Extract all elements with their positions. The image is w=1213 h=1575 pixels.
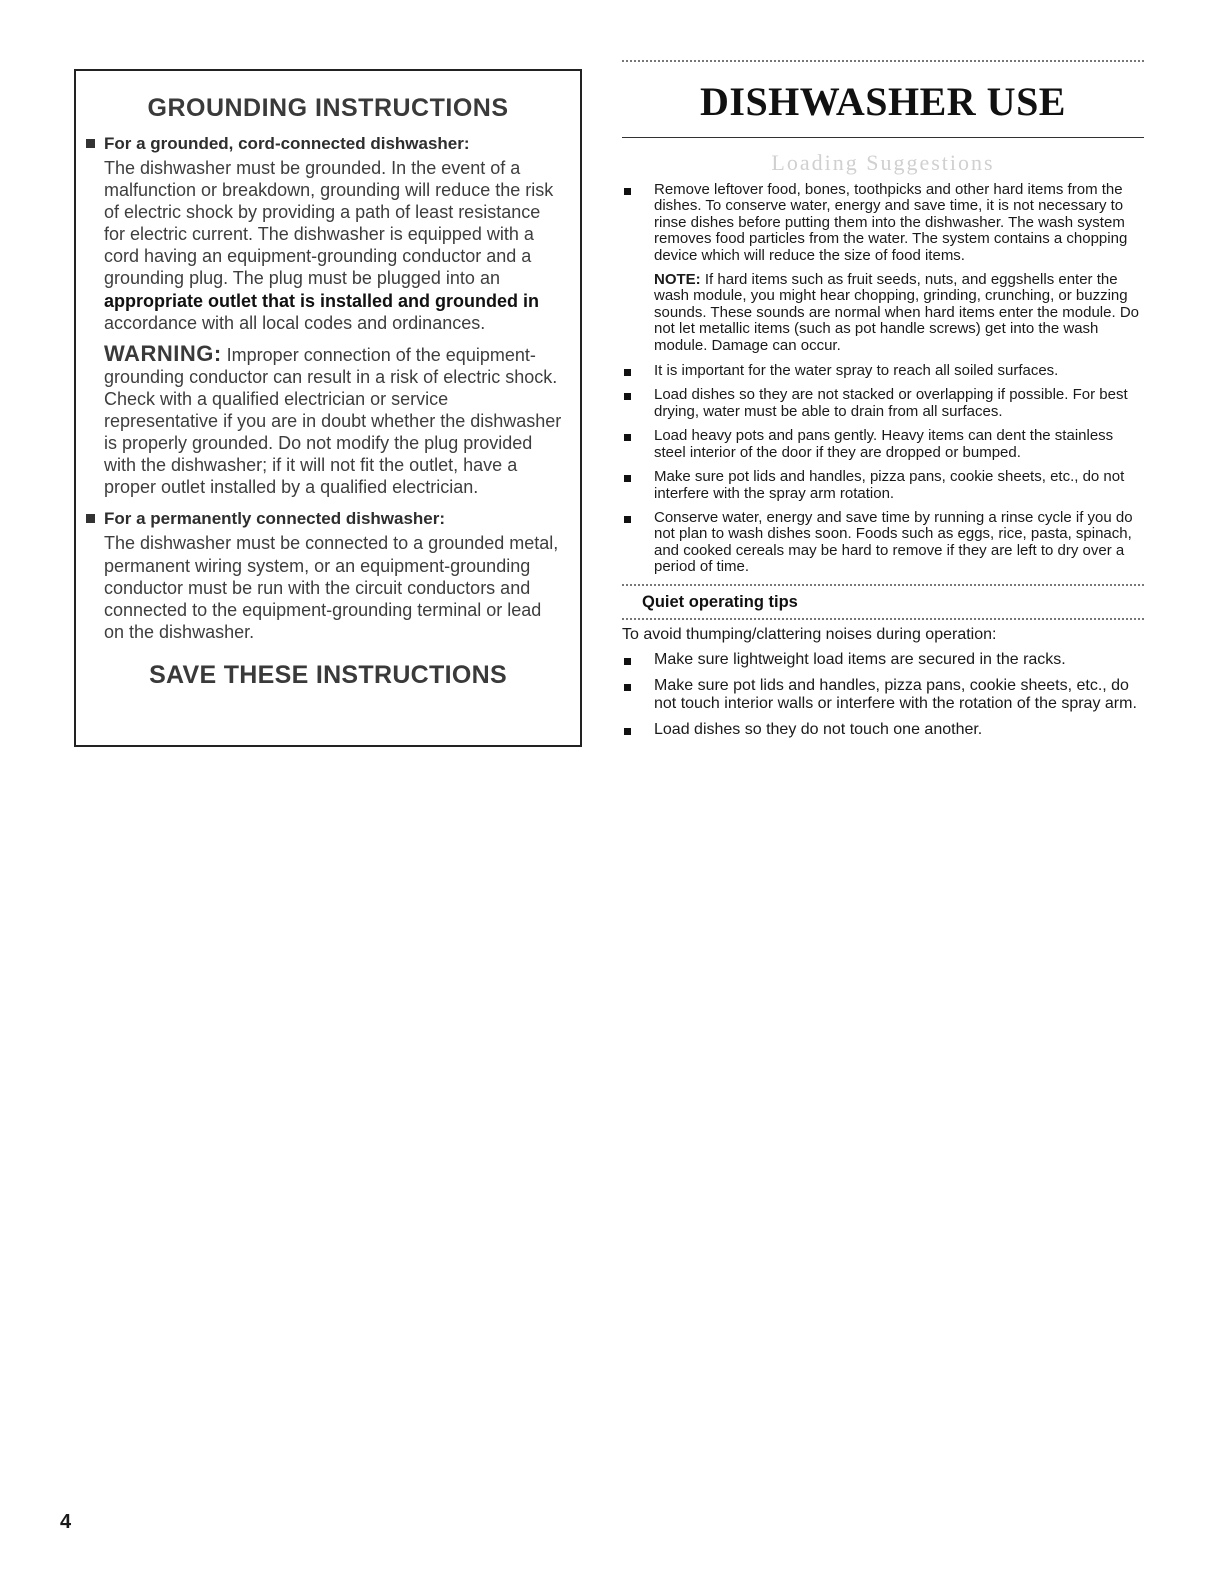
bullet-square-icon [624, 393, 631, 400]
permanent-connected-section [80, 508, 562, 642]
page-number: 4 [60, 1511, 72, 1533]
cord-connected-section [80, 133, 562, 498]
dishwasher-use-column [622, 60, 1144, 747]
list-item: Load heavy pots and pans gently. Heavy items can dent the stainless steel interior of the door if they are dropped or bumped. [622, 428, 1144, 461]
page-title: DISHWASHER USE [699, 79, 1066, 124]
list-item: Load dishes so they are not stacked or overlapping if possible. For best drying, water must be able to drain from all surfaces. [622, 387, 1144, 420]
list-item: Conserve water, energy and save time by running a rinse cycle if you do not plan to wash dishes soon. Foods such as eggs, rice, pasta, spinach, and cooked cereals may be hard to remove if they are left to dry over a period of time. [622, 510, 1144, 576]
quiet-tips-section [622, 584, 1144, 739]
bullet-square-icon [624, 658, 631, 665]
cord-connected-heading: For a grounded, cord-connected dishwasher: [104, 134, 470, 153]
bullet-square-icon [624, 369, 631, 376]
permanent-connected-heading: For a permanently connected dishwasher: [104, 509, 446, 529]
bullet-square-icon [624, 475, 631, 482]
list-item: Make sure lightweight load items are secured in the racks. [622, 651, 1144, 669]
list-item: Make sure pot lids and handles, pizza pans, cookie sheets, etc., do not interfere with the spray arm rotation. [622, 469, 1144, 502]
warning-text: Improper connection of the equipment-grounding conductor can result in a risk of electric shock. Check with a qualified electrician or service representative if you are in doubt whether the dishwasher is properly grounded. Do not modify the plug provided with the dishwasher; if it will not fit the outlet, have a proper outlet installed by a qualified electrician. [104, 344, 562, 498]
permanent-connected-text: The dishwasher must be connected to a grounded metal, permanent wiring system, or an equipment-grounding conductor must be run with the circuit conductors and connected to the equipment-grounding terminal or lead on the dishwasher. [104, 533, 559, 642]
bullet-square-icon [624, 684, 631, 691]
note-paragraph [654, 272, 1144, 354]
quiet-tips-intro: To avoid thumping/clattering noises during operation: [622, 625, 997, 643]
save-instructions-title: SAVE THESE INSTRUCTIONS [149, 660, 507, 689]
title-divider [622, 137, 1144, 138]
warning-label: WARNING: [104, 340, 222, 366]
warning-paragraph [104, 340, 562, 499]
quiet-tips-title: Quiet operating tips [642, 592, 798, 611]
quiet-bottom-divider [622, 618, 1144, 620]
bullet-square-icon [624, 728, 631, 735]
grounding-title: GROUNDING INSTRUCTIONS [147, 94, 509, 122]
list-item: Load dishes so they do not touch one another. [622, 721, 1144, 739]
list-item: Remove leftover food, bones, toothpicks and other hard items from the dishes. To conserve water, energy and save time, it is not necessary to rinse dishes before putting them into the dishwasher. The wash system removes food particles from the water. The system contains a chopping device which will reduce the size of food items. [622, 182, 1144, 264]
top-dotted-divider [622, 60, 1144, 62]
bullet-square-icon [86, 139, 95, 148]
bullet-square-icon [624, 434, 631, 441]
bullet-square-icon [624, 188, 631, 195]
note-label: NOTE: [654, 271, 701, 289]
cord-connected-bold-text: appropriate outlet that is installed and grounded in [104, 290, 540, 311]
list-item: It is important for the water spray to reach all soiled surfaces. [622, 363, 1144, 379]
bullet-square-icon [624, 516, 631, 523]
note-text: If hard items such as fruit seeds, nuts, and eggshells enter the wash module, you might hear chopping, grinding, crunching, or buzzing sounds. These sounds are normal when hard items enter the module. Do not let metallic items (such as pot handle screws) get into the wash module. Damage can occur. [654, 271, 1139, 354]
loading-suggestions-title: Loading Suggestions [771, 150, 995, 175]
bullet-square-icon [86, 514, 95, 523]
list-item: Make sure pot lids and handles, pizza pans, cookie sheets, etc., do not touch interior walls or interfere with the rotation of the spray arm. [622, 677, 1144, 713]
cord-connected-text: The dishwasher must be grounded. In the event of a malfunction or breakdown, grounding will reduce the risk of electric shock by providing a path of least resistance for electric current. The dishwasher is equipped with a cord having an equipment-grounding conductor and a grounding plug. The plug must be plugged into an appropriate outlet that is installed and grounded in accordance with all local codes and ordinances. [104, 158, 554, 333]
grounding-instructions-box [74, 69, 582, 747]
